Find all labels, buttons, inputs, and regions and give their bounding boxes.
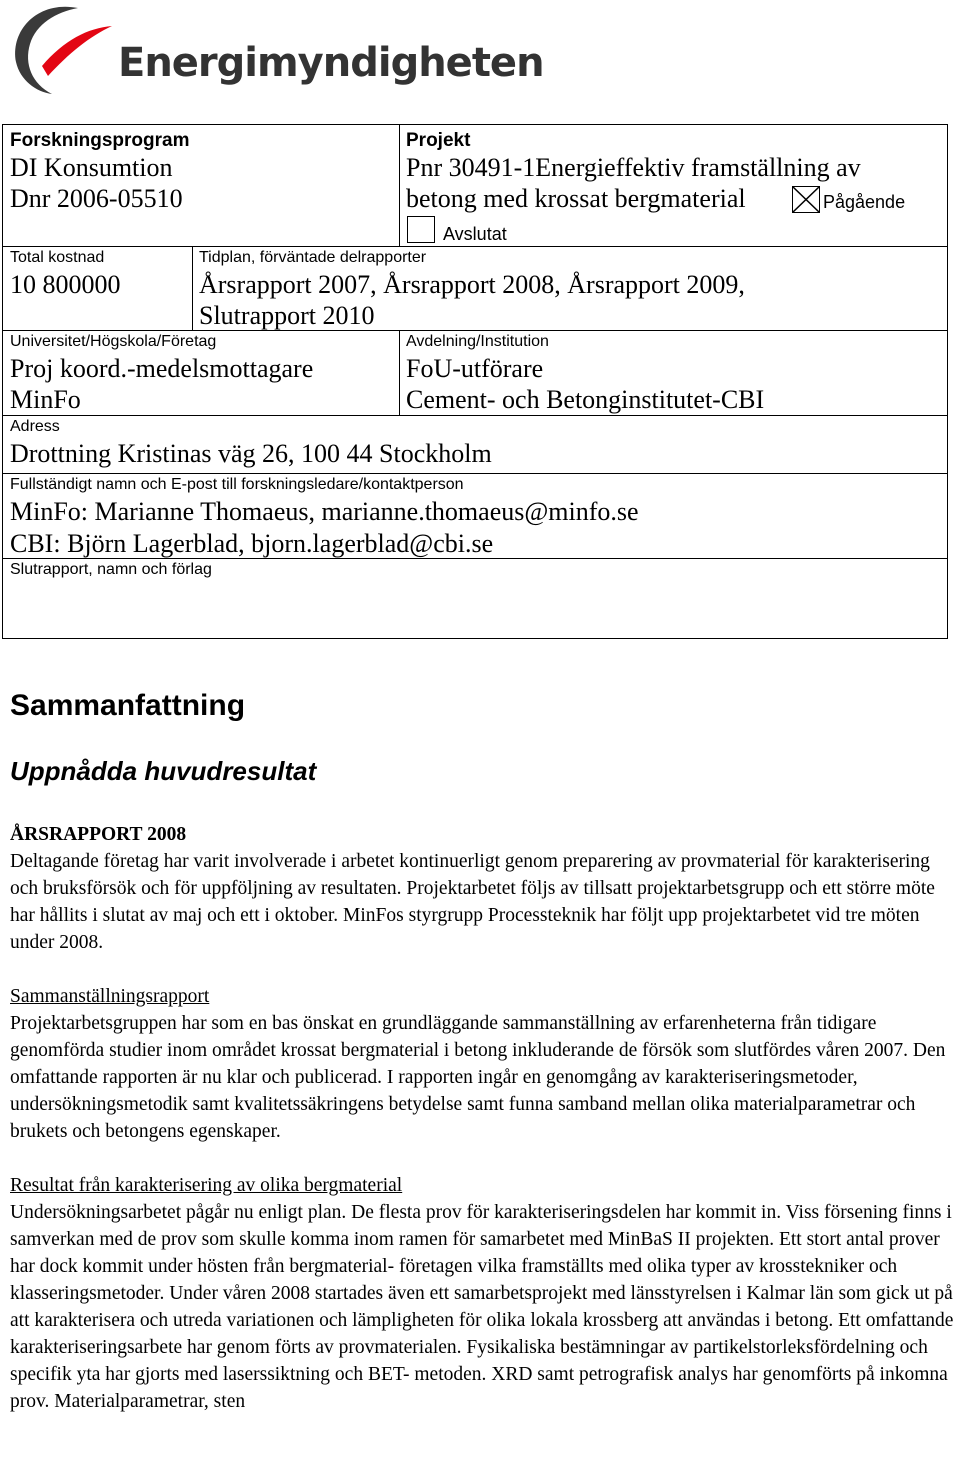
energimyndigheten-logo <box>8 0 544 104</box>
paragraph-characterisation: Undersökningsarbetet pågår nu enligt plan. De flesta prov för karakteriseringsdelen har kommit in. Viss försening finns i samverkan med de prov som skulle komma inom ramen för samarbetet med MinBaS II projekten. Ett stort antal prover har dock kommit under hösten från bergmaterial- företagen vilka framställts med olika typer av krosstekniker och klasseringsmetoder. Under våren 2008 startades även ett samarbetsprojekt med länsstyrelsen i Kalmar län som gick ut på att karakterisera och utreda variationen och lämpligheten för olika lokala krossberg att användas i betong. Ett omfattande karakteriseringsarbete har genom förts av provmaterialen. Fysikaliska bestämningar av partikelstorleksfördelning och specifik yta har gjorts med laserssiktning och BET- metoden. XRD samt petrografisk analys har genomförts på inkomna prov. Materialparametrar, sten <box>10 1202 954 1412</box>
address-value: Drottning Kristinas väg 26, 100 44 Stockholm <box>10 439 492 468</box>
program-label: Forskningsprogram <box>10 130 190 151</box>
summary-heading: Sammanfattning <box>10 689 246 722</box>
project-title-line1: Pnr 30491-1Energieffektiv framställning av <box>406 153 861 182</box>
department-line1: FoU-utförare <box>406 354 544 383</box>
status-ongoing-checkbox[interactable] <box>792 186 820 213</box>
logo-swoosh-icon <box>8 0 118 104</box>
summary-body <box>10 821 955 1415</box>
contact-label: Fullständigt namn och E-post till forskningsledare/kontaktperson <box>10 476 464 493</box>
schedule-label: Tidplan, förväntade delrapporter <box>199 249 427 266</box>
status-done-checkbox[interactable] <box>407 216 435 243</box>
status-ongoing-label: Pågående <box>823 192 906 212</box>
department-label: Avdelning/Institution <box>406 333 549 350</box>
schedule-line1: Årsrapport 2007, Årsrapport 2008, Årsrapport 2009, <box>199 270 745 299</box>
university-line2: MinFo <box>10 385 81 414</box>
annual-report-heading: ÅRSRAPPORT 2008 <box>10 824 187 845</box>
paragraph-participation: Deltagande företag har varit involverade i arbetet kontinuerligt genom preparering av provmaterial för karakterisering och bruksförsök och för uppföljning av resultaten. Projektarbetet följs av tillsatt projektarbetsgrupp och ett större möte har hållits i slutat av maj och ett i oktober. MinFos styrgrupp Processteknik har följt upp projektarbetet vid tre möten under 2008. <box>10 851 935 953</box>
section-title-characterisation: Resultat från karakterisering av olika bergmaterial <box>10 1175 403 1196</box>
schedule-line2: Slutrapport 2010 <box>199 301 375 330</box>
project-label: Projekt <box>406 130 471 151</box>
contact-line1: MinFo: Marianne Thomaeus, marianne.thomaeus@minfo.se <box>10 497 639 526</box>
final-report-label: Slutrapport, namn och förlag <box>10 561 212 578</box>
university-label: Universitet/Högskola/Företag <box>10 333 217 350</box>
university-line1: Proj koord.-medelsmottagare <box>10 354 314 383</box>
address-label: Adress <box>10 418 60 435</box>
total-cost-label: Total kostnad <box>10 249 105 266</box>
department-line2: Cement- och Betonginstitutet-CBI <box>406 385 765 414</box>
project-title-line2: betong med krossat bergmaterial <box>406 184 746 213</box>
program-dnr: Dnr 2006-05510 <box>10 184 183 213</box>
logo-text: Energimyndigheten <box>118 40 544 86</box>
paragraph-compilation: Projektarbetsgruppen har som en bas önskat en grundläggande sammanställning av erfarenheterna från tidigare genomförda studier inom området krossat bergmaterial i betong inkluderande de försök som slutfördes våren 2007. Den omfattande rapporten är nu klar och publicerad. I rapporten ingår en genomgång av karakteriseringsmetoder, undersökningsmetodik samt kvalitetssäkringens betydelse samt funna samband mellan olika materialparametrar och brukets och betongens egenskaper. <box>10 1013 946 1142</box>
total-cost-value: 10 800000 <box>10 270 121 299</box>
checkmark-x-icon <box>793 187 819 212</box>
status-done-label: Avslutat <box>443 224 507 244</box>
summary-subheading: Uppnådda huvudresultat <box>10 756 317 786</box>
section-title-compilation: Sammanställningsrapport <box>10 986 210 1007</box>
contact-line2: CBI: Björn Lagerblad, bjorn.lagerblad@cbi.se <box>10 529 494 558</box>
program-name: DI Konsumtion <box>10 153 173 182</box>
